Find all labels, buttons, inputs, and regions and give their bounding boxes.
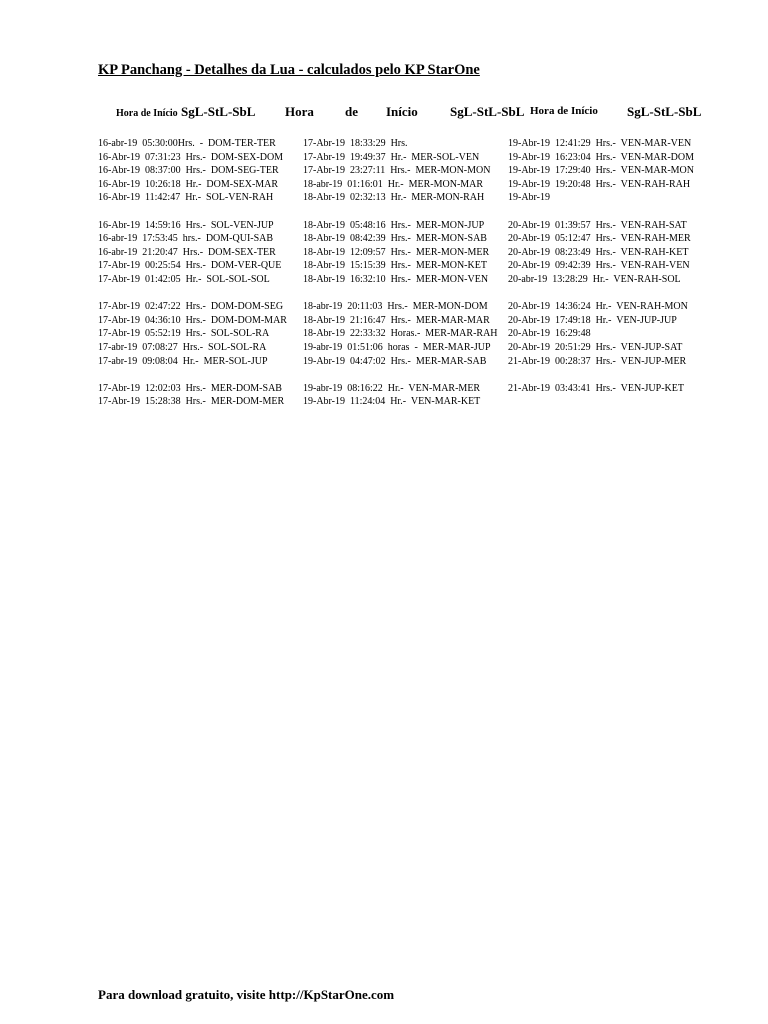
entry-row: 17-abr-19 09:08:04 Hr.- MER-SOL-JUP bbox=[98, 355, 268, 367]
entry-row: 17-Abr-19 01:42:05 Hr.- SOL-SOL-SOL bbox=[98, 273, 270, 285]
entry-row: 16-abr-19 17:53:45 hrs.- DOM-QUI-SAB bbox=[98, 233, 274, 245]
entry-row: 20-Abr-19 14:36:24 Hr.- VEN-RAH-MON bbox=[508, 301, 688, 313]
entry-row: 20-Abr-19 17:49:18 Hr.- VEN-JUP-JUP bbox=[508, 314, 677, 326]
entry-row: 17-Abr-19 23:27:11 Hrs.- MER-MON-MON bbox=[303, 165, 491, 177]
page-title: KP Panchang - Detalhes da Lua - calculados pelo KP StarOne bbox=[98, 62, 480, 78]
entry-row: 16-Abr-19 07:31:23 Hrs.- DOM-SEX-DOM bbox=[98, 151, 284, 163]
entry-row: 17-Abr-19 04:36:10 Hrs.- DOM-DOM-MAR bbox=[98, 314, 287, 326]
group-spacer bbox=[303, 205, 498, 219]
entry-row: 17-Abr-19 18:33:29 Hrs. bbox=[303, 138, 408, 149]
entry-row: 17-Abr-19 05:52:19 Hrs.- SOL-SOL-RA bbox=[98, 328, 270, 340]
entry-row: 19-Abr-19 12:41:29 Hrs.- VEN-MAR-VEN bbox=[508, 138, 692, 149]
group-spacer bbox=[303, 287, 498, 301]
entry-row: 20-Abr-19 20:51:29 Hrs.- VEN-JUP-SAT bbox=[508, 341, 683, 353]
entry-row: 16-abr-19 21:20:47 Hrs.- DOM-SEX-TER bbox=[98, 246, 276, 258]
entry-row: 17-Abr-19 15:28:38 Hrs.- MER-DOM-MER bbox=[98, 396, 285, 408]
header-inicio: Início bbox=[386, 104, 418, 119]
entry-row: 18-Abr-19 08:42:39 Hrs.- MER-MON-SAB bbox=[303, 233, 487, 245]
entry-row: 20-Abr-19 08:23:49 Hrs.- VEN-RAH-KET bbox=[508, 246, 689, 258]
entry-row: 16-Abr-19 08:37:00 Hrs.- DOM-SEG-TER bbox=[98, 165, 279, 177]
entry-row: 18-Abr-19 21:16:47 Hrs.- MER-MAR-MAR bbox=[303, 314, 490, 326]
entry-row: 19-Abr-19 11:24:04 Hr.- VEN-MAR-KET bbox=[303, 396, 481, 408]
entry-row: 20-Abr-19 05:12:47 Hrs.- VEN-RAH-MER bbox=[508, 233, 691, 245]
group-spacer bbox=[98, 205, 287, 219]
entry-row: 17-Abr-19 19:49:37 Hr.- MER-SOL-VEN bbox=[303, 151, 480, 163]
entry-row: 21-Abr-19 03:43:41 Hrs.- VEN-JUP-KET bbox=[508, 382, 684, 394]
column-3 bbox=[508, 137, 694, 395]
entry-row: 18-Abr-19 15:15:39 Hrs.- MER-MON-KET bbox=[303, 260, 487, 272]
entry-row: 19-Abr-19 04:47:02 Hrs.- MER-MAR-SAB bbox=[303, 355, 487, 367]
entry-row: 17-Abr-19 00:25:54 Hrs.- DOM-VER-QUE bbox=[98, 260, 282, 272]
header-sgl-1: SgL-StL-SbL bbox=[181, 104, 256, 119]
entry-row: 19-abr-19 08:16:22 Hr.- VEN-MAR-MER bbox=[303, 382, 481, 394]
column-2 bbox=[303, 137, 498, 409]
entry-row: 17-Abr-19 12:02:03 Hrs.- MER-DOM-SAB bbox=[98, 382, 282, 394]
entry-row: 19-abr-19 01:51:06 horas - MER-MAR-JUP bbox=[303, 341, 491, 353]
footer-text: Para download gratuito, visite http://KpStarOne.com bbox=[98, 987, 395, 1002]
group-spacer bbox=[508, 287, 694, 301]
entry-row: 20-Abr-19 09:42:39 Hrs.- VEN-RAH-VEN bbox=[508, 260, 690, 272]
entry-row: 17-Abr-19 02:47:22 Hrs.- DOM-DOM-SEG bbox=[98, 301, 284, 313]
header-de: de bbox=[345, 104, 358, 119]
header-sgl-2: SgL-StL-SbL bbox=[450, 104, 525, 119]
entry-row: 20-abr-19 13:28:29 Hr.- VEN-RAH-SOL bbox=[508, 273, 681, 285]
header-start-time-1: Hora de Início bbox=[116, 108, 178, 119]
entry-row: 16-abr-19 05:30:00Hrs. - DOM-TER-TER bbox=[98, 138, 276, 149]
group-spacer bbox=[98, 287, 287, 301]
entry-row: 19-Abr-19 16:23:04 Hrs.- VEN-MAR-DOM bbox=[508, 151, 694, 163]
entry-row: 21-Abr-19 00:28:37 Hrs.- VEN-JUP-MER bbox=[508, 355, 687, 367]
entry-row: 16-Abr-19 11:42:47 Hr.- SOL-VEN-RAH bbox=[98, 192, 274, 204]
entry-row: 20-Abr-19 01:39:57 Hrs.- VEN-RAH-SAT bbox=[508, 219, 687, 231]
entry-row: 16-Abr-19 10:26:18 Hr.- DOM-SEX-MAR bbox=[98, 178, 279, 190]
header-start-time-3: Hora de Início bbox=[530, 105, 598, 117]
entry-row: 18-abr-19 01:16:01 Hr.- MER-MON-MAR bbox=[303, 178, 484, 190]
column-1 bbox=[98, 137, 287, 409]
group-spacer bbox=[508, 205, 694, 219]
entry-row: 16-Abr-19 14:59:16 Hrs.- SOL-VEN-JUP bbox=[98, 219, 274, 231]
entry-row: 18-Abr-19 22:33:32 Horas.- MER-MAR-RAH bbox=[303, 328, 498, 340]
group-spacer bbox=[303, 368, 498, 382]
group-spacer bbox=[508, 368, 694, 382]
entry-row: 20-Abr-19 16:29:48 bbox=[508, 328, 591, 340]
entry-row: 18-Abr-19 05:48:16 Hrs.- MER-MON-JUP bbox=[303, 219, 485, 231]
entry-row: 18-Abr-19 02:32:13 Hr.- MER-MON-RAH bbox=[303, 192, 485, 204]
group-spacer bbox=[98, 368, 287, 382]
header-sgl-3: SgL-StL-SbL bbox=[627, 104, 702, 119]
entry-row: 19-Abr-19 17:29:40 Hrs.- VEN-MAR-MON bbox=[508, 165, 694, 177]
entry-row: 19-Abr-19 bbox=[508, 192, 551, 204]
header-hora: Hora bbox=[285, 104, 314, 119]
entry-row: 19-Abr-19 19:20:48 Hrs.- VEN-RAH-RAH bbox=[508, 178, 691, 190]
entry-row: 18-abr-19 20:11:03 Hrs.- MER-MON-DOM bbox=[303, 301, 488, 313]
entry-row: 18-Abr-19 12:09:57 Hrs.- MER-MON-MER bbox=[303, 246, 490, 258]
entry-row: 18-Abr-19 16:32:10 Hrs.- MER-MON-VEN bbox=[303, 273, 489, 285]
entry-row: 17-abr-19 07:08:27 Hrs.- SOL-SOL-RA bbox=[98, 341, 267, 353]
